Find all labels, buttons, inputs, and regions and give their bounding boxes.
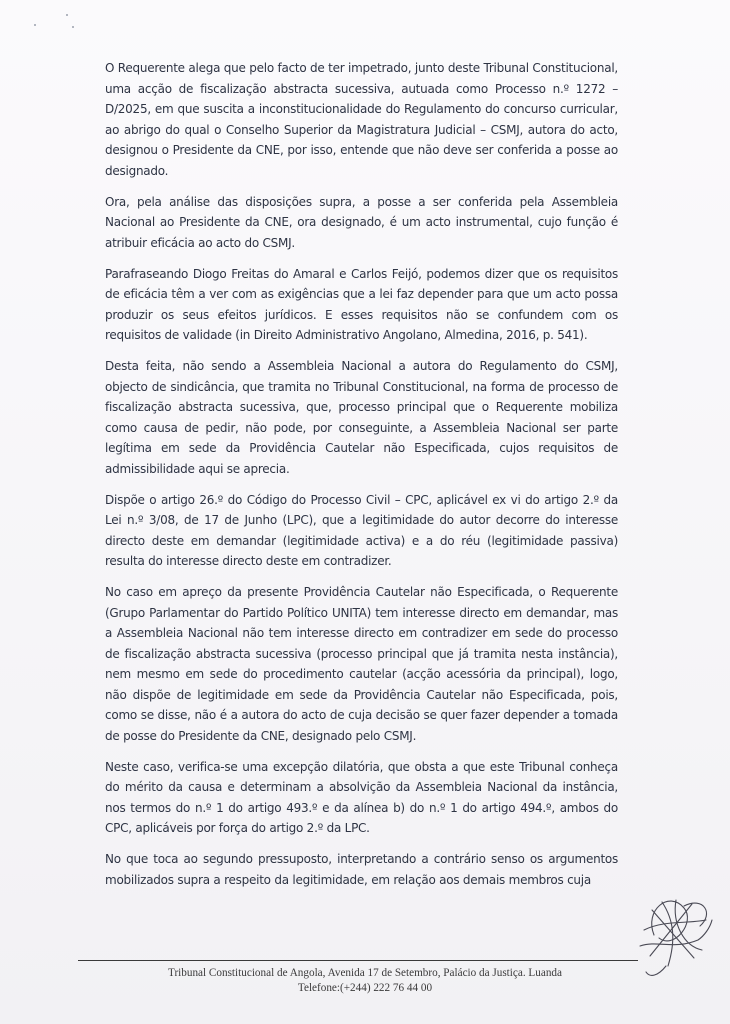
footer-address: Tribunal Constitucional de Angola, Avenida 17 de Setembro, Palácio da Justiça. Luanda [168,967,562,979]
paragraph: No que toca ao segundo pressuposto, interpretando a contrário senso os argumentos mobilizados supra a respeito da legitimidade, em relação aos demais membros cuja [105,852,618,887]
scan-speck [34,24,36,26]
paragraph: Desta feita, não sendo a Assembleia Nacional a autora do Regulamento do CSMJ, objecto de sindicância, que tramita no Tribunal Constitucional, na forma de processo de fiscalização abstracta sucessiva, que, processo principal que o Requerente mobiliza como causa de pedir, não pode, por conseguinte, a Assembleia Nacional ser parte legítima em sede da Providência Cautelar não Especificada, cujos requisitos de admissibilidade aqui se aprecia. [105,359,618,476]
scan-speck [72,26,74,28]
paragraph: Parafraseando Diogo Freitas do Amaral e Carlos Feijó, podemos dizer que os requisitos de eficácia têm a ver com as exigências que a lei faz depender para que um acto possa produzir os seus efeitos jurídicos. E esses requisitos não se confundem com os requisitos de validade (in Direito Administrativo Angolano, Almedina, 2016, p. 541). [105,266,618,342]
page-footer [100,966,630,996]
paragraph: Neste caso, verifica-se uma excepção dilatória, que obsta a que este Tribunal conheça do mérito da causa e determinam a absolvição da Assembleia Nacional da instância, nos termos do n.º 1 do artigo 493.º e da alínea b) do n.º 1 do artigo 494.º, ambos do CPC, aplicáveis por força do artigo 2.º da LPC. [105,759,618,835]
paragraph: Ora, pela análise das disposições supra, a posse a ser conferida pela Assembleia Nacional ao Presidente da CNE, ora designado, é um acto instrumental, cujo função é atribuir eficácia ao acto do CSMJ. [105,194,618,250]
footer-divider [78,960,638,961]
scan-speck [66,14,68,16]
paragraph: O Requerente alega que pelo facto de ter impetrado, junto deste Tribunal Constitucional, uma acção de fiscalização abstracta sucessiva, autuada como Processo n.º 1272 – D/2025, em que suscita a inconstitucionalidade do Regulamento do concurso curricular, ao abrigo do qual o Conselho Superior da Magistratura Judicial – CSMJ, autora do acto, designou o Presidente da CNE, por isso, entende que não deve ser conferida a posse ao designado. [105,61,618,178]
document-body [105,58,618,901]
paragraph: No caso em apreço da presente Providência Cautelar não Especificada, o Requerente (Grupo Parlamentar do Partido Político UNITA) tem interesse directo em demandar, mas a Assembleia Nacional não tem interesse directo em contradizer em sede do processo de fiscalização abstracta sucessiva (processo principal que já tramita nesta instância), nem mesmo em sede do procedimento cautelar (acção acessória da principal), logo, não dispõe de legitimidade em sede da Providência Cautelar não Especificada, pois, como se disse, não é a autora do acto de cuja decisão se quer fazer depender a tomada de posse do Presidente da CNE, designado pelo CSMJ. [105,585,618,743]
handwritten-signature-icon [614,880,724,990]
footer-phone: Telefone:(+244) 222 76 44 00 [297,982,433,994]
paragraph: Dispõe o artigo 26.º do Código do Processo Civil – CPC, aplicável ex vi do artigo 2.º da Lei n.º 3/08, de 17 de Junho (LPC), que a legitimidade do autor decorre do interesse directo deste em demandar (legitimidade activa) e a do réu (legitimidade passiva) resulta do interesse directo deste em contradizer. [105,492,618,568]
